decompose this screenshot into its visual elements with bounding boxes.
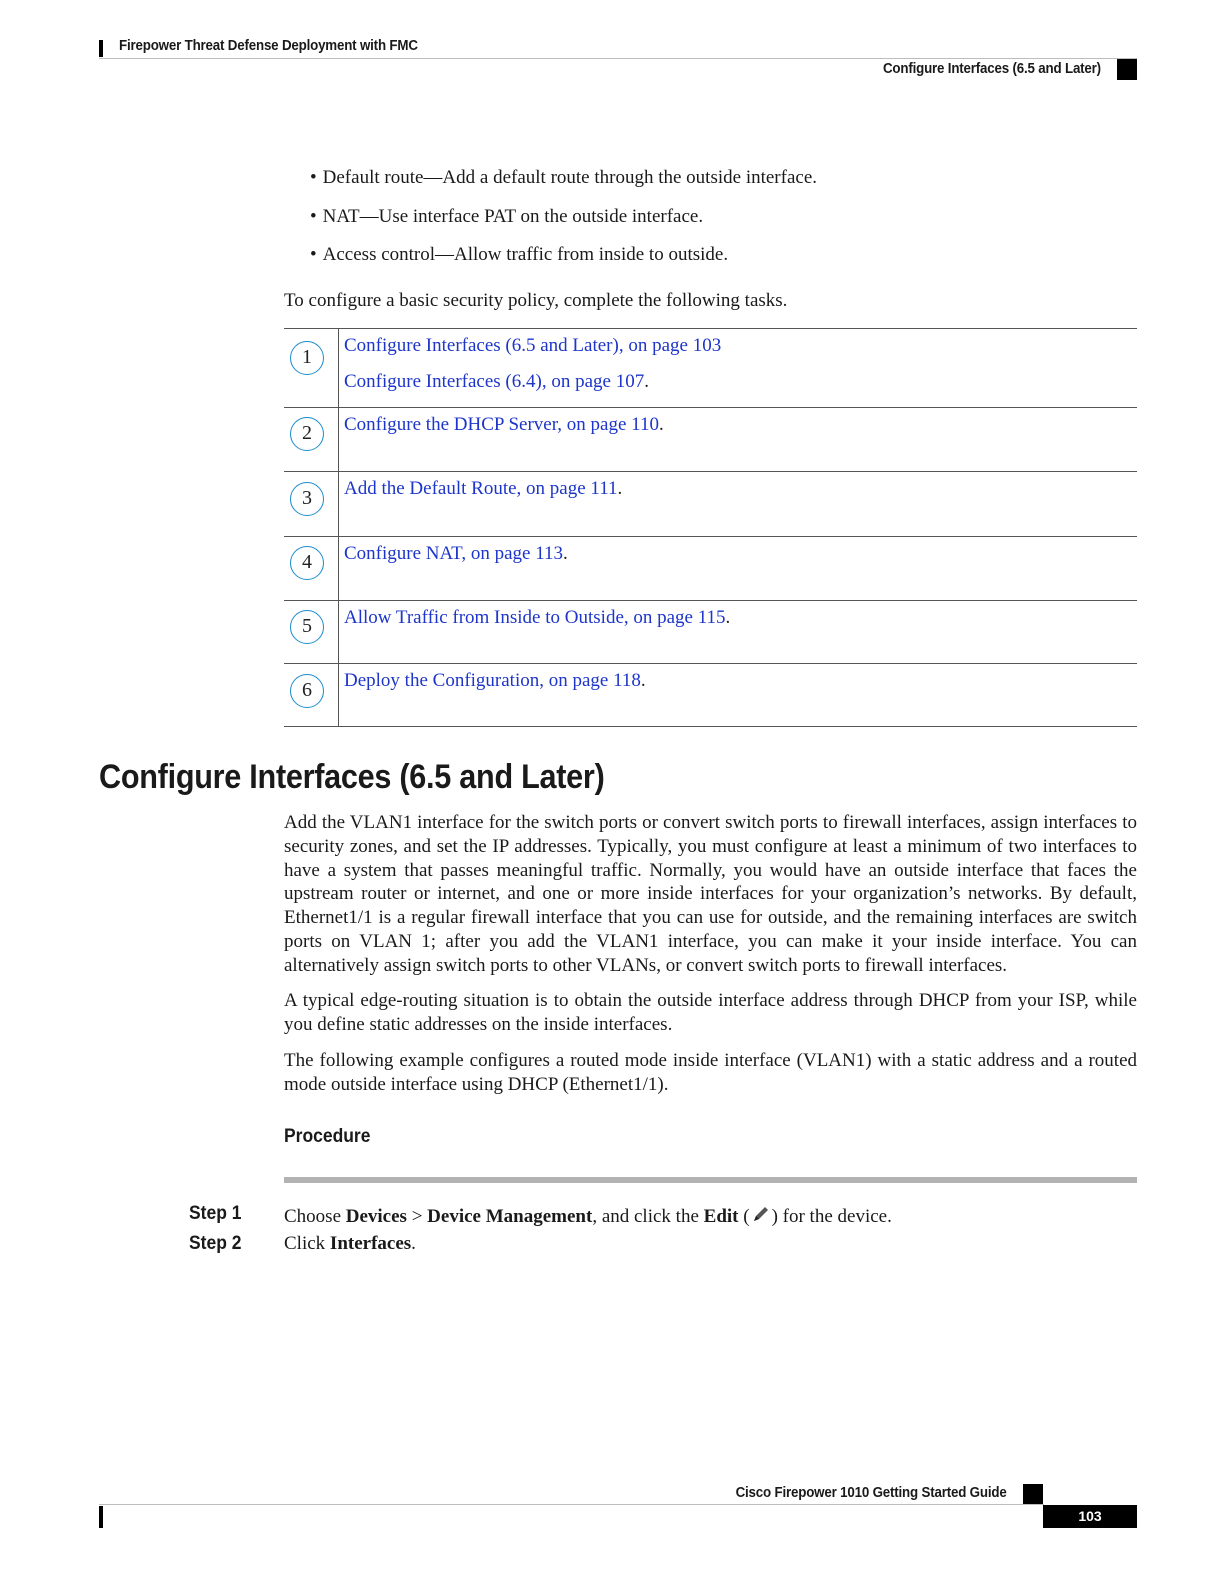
task-row [284, 663, 1137, 727]
task-link[interactable]: Add the Default Route, on page 111 [344, 478, 618, 499]
step-number-badge: 3 [290, 482, 324, 516]
task-row [284, 328, 1137, 407]
procedure-rule [284, 1177, 1137, 1183]
footer-left-bar [99, 1506, 103, 1528]
task-link[interactable]: Configure Interfaces (6.4), on page 107 [344, 371, 645, 392]
step-text: Click Interfaces. [284, 1233, 416, 1254]
section-heading: Configure Interfaces (6.5 and Later) [99, 758, 605, 796]
step-label: Step 2 [189, 1233, 242, 1254]
step-text: Choose Devices > Device Management, and click the Edit ( ) for the device. [284, 1203, 892, 1228]
task-links: Configure NAT, on page 113. [344, 543, 568, 564]
task-links: Deploy the Configuration, on page 118. [344, 670, 646, 691]
task-link[interactable]: Configure Interfaces (6.5 and Later), on page 103 [344, 335, 722, 356]
body-paragraph: Add the VLAN1 interface for the switch ports or convert switch ports to firewall interfaces, assign interfaces to security zones, and set the IP addresses. Typically, you must configure at least a minimum of two interfaces to have a system that passes meaningful traffic. Normally, you would have an outside interface that faces the upstream router or internet, and one or more inside interfaces for your organization’s networks. By default, Ethernet1/1 is a regular firewall interface that you can use for outside, and the remaining interfaces are switch ports on VLAN 1; after you add the VLAN1 interface, you can make it your inside interface. You can alternatively assign switch ports to other VLANs, or convert switch ports to firewall interfaces. [284, 812, 1137, 976]
footer-guide-title: Cisco Firepower 1010 Getting Started Guide [735, 1485, 1007, 1501]
step-number-badge: 1 [290, 341, 324, 375]
step-number-badge: 4 [290, 546, 324, 580]
task-row [284, 600, 1137, 663]
header-rule [99, 58, 1137, 59]
task-row [284, 471, 1137, 536]
step-number-badge: 6 [290, 674, 324, 708]
task-number-cell [284, 537, 339, 600]
task-links: Add the Default Route, on page 111. [344, 478, 623, 499]
bullet-item: • NAT—Use interface PAT on the outside interface. [310, 205, 817, 244]
step-label: Step 1 [189, 1203, 242, 1224]
footer-rule [99, 1504, 1044, 1505]
footer-block [1023, 1484, 1043, 1504]
task-links: Configure the DHCP Server, on page 110. [344, 414, 664, 435]
task-link[interactable]: Configure NAT, on page 113 [344, 543, 563, 564]
bullet-item: • Default route—Add a default route through the outside interface. [310, 166, 817, 205]
menu-device-management: Device Management [427, 1206, 593, 1227]
task-links: Allow Traffic from Inside to Outside, on page 115. [344, 607, 731, 628]
bullet-item: • Access control—Allow traffic from inside to outside. [310, 243, 817, 282]
policy-bullets [310, 166, 817, 282]
page-number: 103 [1043, 1505, 1137, 1528]
body-paragraph: The following example configures a routed mode inside interface (VLAN1) with a static address and a routed mode outside interface using DHCP (Ethernet1/1). [284, 1050, 1137, 1095]
doc-title: Firepower Threat Defense Deployment with FMC [119, 38, 418, 54]
pencil-icon [750, 1203, 772, 1225]
menu-interfaces: Interfaces [329, 1233, 412, 1254]
menu-devices: Devices [345, 1206, 407, 1227]
task-table [284, 328, 1137, 727]
task-link[interactable]: Allow Traffic from Inside to Outside, on page 115 [344, 607, 726, 628]
task-link[interactable]: Deploy the Configuration, on page 118 [344, 670, 641, 691]
task-number-cell [284, 408, 339, 471]
task-row [284, 407, 1137, 471]
header-left-bar [99, 40, 103, 57]
edit-label: Edit [703, 1206, 739, 1227]
intro-text: To configure a basic security policy, complete the following tasks. [284, 290, 788, 311]
header-section-title: Configure Interfaces (6.5 and Later) [883, 61, 1101, 77]
task-row [284, 536, 1137, 600]
task-links: Configure Interfaces (6.5 and Later), on page 103 Configure Interfaces (6.4), on page 107. [344, 335, 722, 392]
header-block [1117, 59, 1137, 80]
body-paragraph: A typical edge-routing situation is to obtain the outside interface address through DHCP from your ISP, while you define static addresses on the inside interfaces. [284, 990, 1137, 1035]
step-number-badge: 2 [290, 417, 324, 451]
procedure-label: Procedure [284, 1126, 371, 1147]
step-number-badge: 5 [290, 610, 324, 644]
task-number-cell [284, 472, 339, 536]
task-number-cell [284, 601, 339, 663]
task-number-cell [284, 664, 339, 726]
task-number-cell [284, 329, 339, 407]
task-link[interactable]: Configure the DHCP Server, on page 110 [344, 414, 659, 435]
